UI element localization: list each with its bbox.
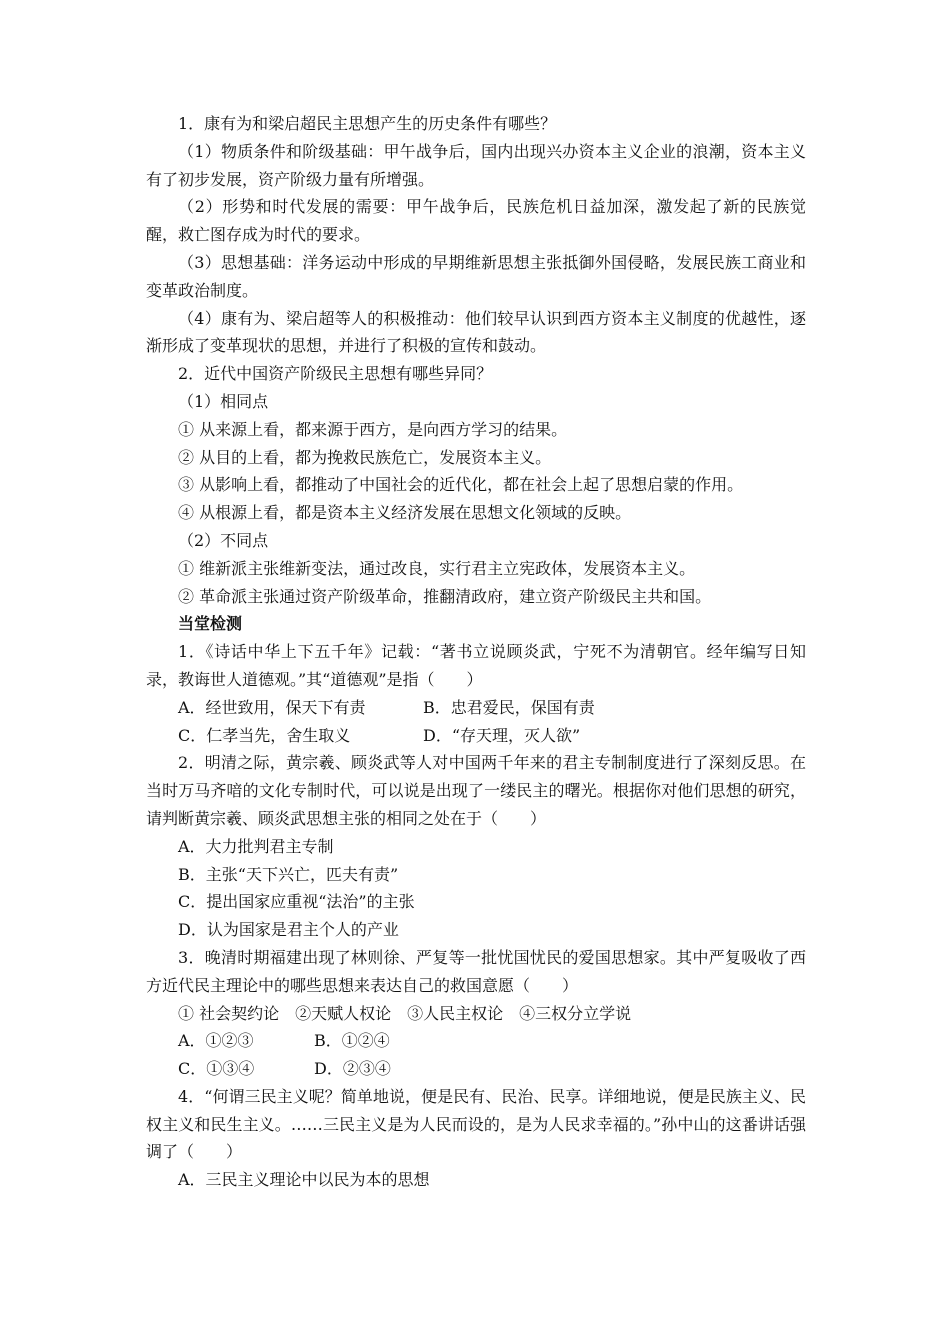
q1-item-3: （3）思想基础：洋务运动中形成的早期维新思想主张抵御外国侵略，发展民族工商业和变革政治制度。 bbox=[146, 252, 806, 300]
test-q1-stem: 1．《诗话中华上下五千年》记载：“著书立说顾炎武，宁死不为清朝官。经年编写日知录，教诲世人道德观。”其“道德观”是指（ ） bbox=[146, 642, 806, 689]
test-q4-option-a: A．三民主义理论中以民为本的思想 bbox=[178, 1170, 430, 1190]
test-q1-option-d: D．“存天理，灭人欲” bbox=[423, 725, 581, 745]
test-q3-option-d: D．②③④ bbox=[314, 1059, 391, 1079]
test-q3-option-b: B．①②④ bbox=[314, 1031, 390, 1051]
similarity-item-4: ④ 从根源上看，都是资本主义经济发展在思想文化领域的反映。 bbox=[178, 503, 632, 523]
test-q2-option-b-row bbox=[146, 861, 806, 889]
difference-item-1: ① 维新派主张维新变法，通过改良，实行君主立宪政体，发展资本主义。 bbox=[178, 558, 696, 578]
test-q2-option-d-row bbox=[146, 916, 806, 944]
test-q3-options-row-2 bbox=[146, 1055, 806, 1083]
test-q2-option-a-row bbox=[146, 833, 806, 861]
test-q2-option-c: C．提出国家应重视“法治”的主张 bbox=[178, 892, 415, 912]
test-q3-statements: ① 社会契约论 ②天赋人权论 ③人民主权论 ④三权分立学说 bbox=[178, 1003, 632, 1023]
similarity-item-1: ① 从来源上看，都来源于西方，是向西方学习的结果。 bbox=[178, 419, 568, 439]
difference-item-2: ② 革命派主张通过资产阶级革命，推翻清政府，建立资产阶级民主共和国。 bbox=[178, 586, 712, 606]
similarity-item-3: ③ 从影响上看，都推动了中国社会的近代化，都在社会上起了思想启蒙的作用。 bbox=[178, 475, 744, 495]
test-q2-option-d: D．认为国家是君主个人的产业 bbox=[178, 920, 399, 940]
test-q2-option-a: A．大力批判君主专制 bbox=[178, 836, 334, 856]
question-1-title: 1．康有为和梁启超民主思想产生的历史条件有哪些？ bbox=[178, 114, 557, 133]
test-q3-stem: 3．晚清时期福建出现了林则徐、严复等一批忧国忧民的爱国思想家。其中严复吸收了西方近代民主理论中的哪些思想来表达自己的救国意愿（ ） bbox=[146, 947, 806, 995]
test-q1-options-row-1 bbox=[146, 694, 806, 722]
section-heading-in-class-test: 当堂检测 bbox=[178, 614, 243, 634]
test-q2-option-c-row bbox=[146, 888, 806, 916]
test-q3-options-row-1 bbox=[146, 1027, 806, 1055]
test-q1-option-b: B．忠君爱民，保国有责 bbox=[423, 697, 595, 717]
differences-title: （2）不同点 bbox=[178, 530, 269, 550]
q1-item-4: （4）康有为、梁启超等人的积极推动：他们较早认识到西方资本主义制度的优越性，逐渐形成了变革现状的思想，并进行了积极的宣传和鼓动。 bbox=[146, 308, 806, 356]
document-page bbox=[146, 110, 806, 1194]
test-q3-option-c: C．①③④ bbox=[178, 1059, 255, 1079]
test-q2-stem: 2．明清之际，黄宗羲、顾炎武等人对中国两千年来的君主专制制度进行了深刻反思。在当时万马齐喑的文化专制时代，可以说是出现了一缕民主的曙光。根据你对他们思想的研究，请判断黄宗羲、顾炎武思想主张的相同之处在于（ ） bbox=[146, 753, 806, 828]
test-q1-options-row-2 bbox=[146, 722, 806, 750]
q1-item-1: （1）物质条件和阶级基础：甲午战争后，国内出现兴办资本主义企业的浪潮，资本主义有了初步发展，资产阶级力量有所增强。 bbox=[146, 141, 806, 189]
test-q4-option-a-row bbox=[146, 1166, 806, 1194]
test-q3-option-a: A．①②③ bbox=[178, 1031, 254, 1051]
similarity-item-2: ② 从目的上看，都为挽救民族危亡，发展资本主义。 bbox=[178, 447, 552, 467]
test-q2-option-b: B．主张“天下兴亡，匹夫有责” bbox=[178, 864, 399, 884]
q1-item-2: （2）形势和时代发展的需要：甲午战争后，民族危机日益加深，激发起了新的民族觉醒，救亡图存成为时代的要求。 bbox=[146, 197, 806, 245]
similarities-title: （1）相同点 bbox=[178, 391, 269, 411]
test-q1-option-c: C．仁孝当先，舍生取义 bbox=[178, 725, 351, 745]
test-q4-stem: 4．“何谓三民主义呢？简单地说，便是民有、民治、民享。详细地说，便是民族主义、民权主义和民生主义。……三民主义是为人民而设的，是为人民求幸福的。”孙中山的这番讲话强调了（ ） bbox=[146, 1086, 806, 1162]
question-2-title: 2．近代中国资产阶级民主思想有哪些异同？ bbox=[178, 364, 493, 384]
test-q1-option-a: A．经世致用，保天下有责 bbox=[178, 697, 366, 717]
